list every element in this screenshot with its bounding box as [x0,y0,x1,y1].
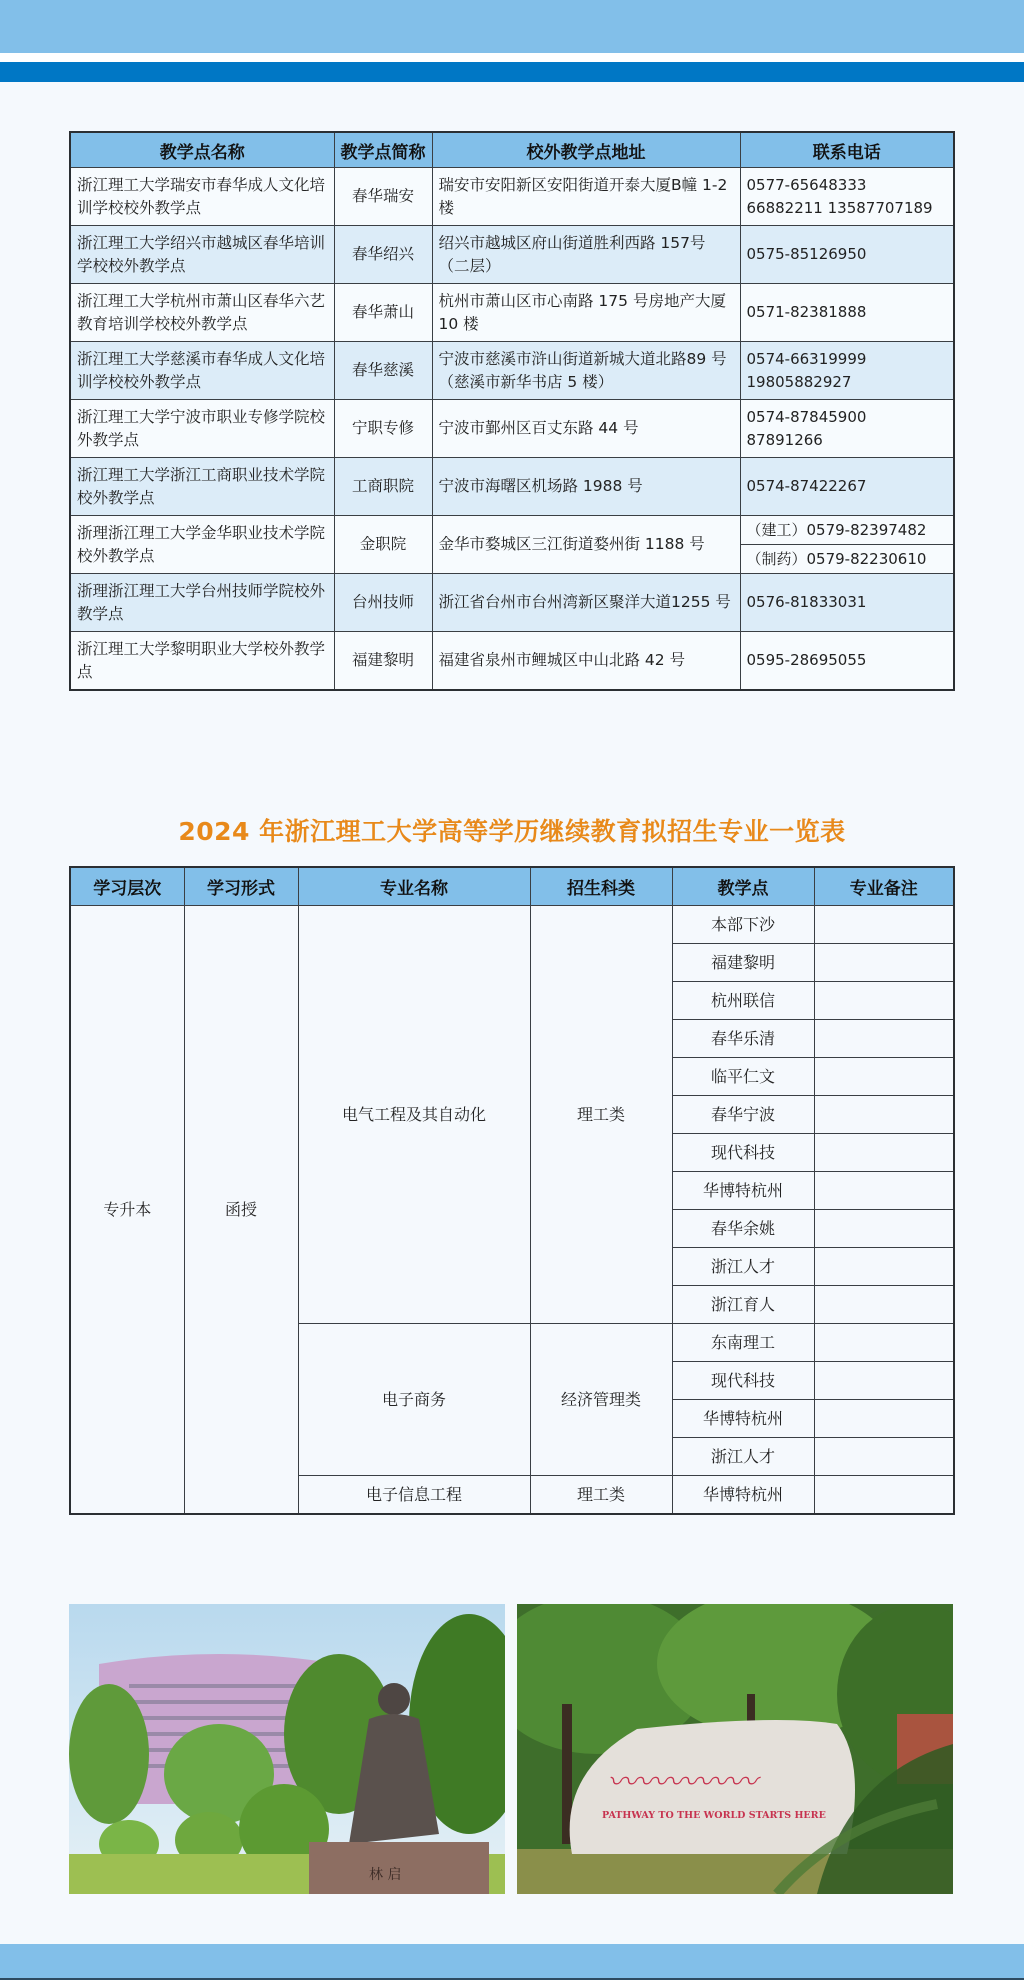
site-address: 金华市婺城区三江街道婺州街 1188 号 [432,516,740,574]
phone-line: 0574-87845900 [746,407,867,426]
table-row [70,906,954,944]
site-address: 宁波市海曙区机场路 1988 号 [432,458,740,516]
phone-line: 0575-85126950 [746,245,867,263]
header-site-address: 校外教学点地址 [432,132,740,168]
notes-cell [814,1476,954,1515]
site-abbr: 宁职专修 [334,400,432,458]
header-site-phone: 联系电话 [740,132,954,168]
header-band-light [0,0,1024,53]
footer-band [0,1944,1024,1980]
table-row [70,574,954,632]
campus-photo-statue [69,1604,505,1894]
site-abbr: 春华绍兴 [334,226,432,284]
table-header-row [70,132,954,168]
campus-cell: 春华宁波 [672,1096,814,1134]
major-name: 电气工程及其自动化 [298,906,530,1324]
notes-cell [814,1438,954,1476]
campus-cell: 福建黎明 [672,944,814,982]
site-abbr: 工商职院 [334,458,432,516]
header-band-stripe [0,53,1024,62]
notes-cell [814,982,954,1020]
table-row [70,458,954,516]
campus-cell: 浙江人才 [672,1438,814,1476]
table-row [70,342,954,400]
site-address: 杭州市萧山区市心南路 175 号房地产大厦 10 楼 [432,284,740,342]
campus-cell: 春华余姚 [672,1210,814,1248]
site-phone: （建工）0579-82397482 [740,516,954,545]
phone-line: 87891266 [746,430,823,449]
site-phone [740,574,954,632]
campus-photo-stone [517,1604,953,1894]
phone-line: 66882211 13587707189 [746,198,933,217]
site-name: 浙江理工大学黎明职业大学校外教学点 [70,632,334,691]
site-phone [740,284,954,342]
phone-line: 0571-82381888 [746,303,867,321]
notes-cell [814,1172,954,1210]
site-abbr: 台州技师 [334,574,432,632]
site-phone [740,168,954,226]
campus-cell: 华博特杭州 [672,1172,814,1210]
site-abbr: 福建黎明 [334,632,432,691]
site-name: 浙江理工大学杭州市萧山区春华六艺教育培训学校校外教学点 [70,284,334,342]
header-major: 专业名称 [298,867,530,906]
notes-cell [814,1134,954,1172]
table-row [70,226,954,284]
campus-cell: 东南理工 [672,1324,814,1362]
campus-cell: 华博特杭州 [672,1476,814,1515]
stone-english-text: PATHWAY TO THE WORLD STARTS HERE [602,1810,826,1821]
majors-table [69,866,955,1515]
notes-cell [814,1400,954,1438]
table-header-row [70,867,954,906]
site-address: 福建省泉州市鲤城区中山北路 42 号 [432,632,740,691]
campus-cell: 现代科技 [672,1134,814,1172]
table-row [70,632,954,691]
header-site-abbr: 教学点简称 [334,132,432,168]
site-abbr: 春华瑞安 [334,168,432,226]
site-abbr: 金职院 [334,516,432,574]
campus-cell: 华博特杭州 [672,1400,814,1438]
header-campus: 教学点 [672,867,814,906]
site-name: 浙江理工大学慈溪市春华成人文化培训学校校外教学点 [70,342,334,400]
site-abbr: 春华慈溪 [334,342,432,400]
major-category: 理工类 [530,906,672,1324]
notes-cell [814,1362,954,1400]
site-name: 浙理浙江理工大学台州技师学院校外教学点 [70,574,334,632]
notes-cell [814,1096,954,1134]
notes-cell [814,1020,954,1058]
phone-line: 0595-28695055 [746,651,867,669]
site-address: 绍兴市越城区府山街道胜利西路 157号（二层） [432,226,740,284]
phone-line: 19805882927 [746,372,852,391]
notes-cell [814,906,954,944]
campus-cell: 本部下沙 [672,906,814,944]
table-row [70,168,954,226]
site-address: 宁波市慈溪市浒山街道新城大道北路89 号（慈溪市新华书店 5 楼） [432,342,740,400]
site-phone [740,342,954,400]
site-name: 浙江理工大学绍兴市越城区春华培训学校校外教学点 [70,226,334,284]
site-name: 浙理浙江理工大学金华职业技术学院校外教学点 [70,516,334,574]
header-level: 学习层次 [70,867,184,906]
major-category: 经济管理类 [530,1324,672,1476]
notes-cell [814,1210,954,1248]
site-phone [740,226,954,284]
major-category: 理工类 [530,1476,672,1515]
phone-line: 0577-65648333 [746,175,867,194]
phone-line: 0574-87422267 [746,477,867,495]
site-phone [740,400,954,458]
campus-cell: 杭州联信 [672,982,814,1020]
table-row [70,400,954,458]
site-phone [740,632,954,691]
phone-line: 0576-81833031 [746,593,867,611]
site-address: 瑞安市安阳新区安阳街道开泰大厦B幢 1-2 楼 [432,168,740,226]
campus-cell: 浙江育人 [672,1286,814,1324]
notes-cell [814,1286,954,1324]
site-name: 浙江理工大学浙江工商职业技术学院校外教学点 [70,458,334,516]
header-form: 学习形式 [184,867,298,906]
notes-cell [814,944,954,982]
site-address: 浙江省台州市台州湾新区聚洋大道1255 号 [432,574,740,632]
notes-cell [814,1058,954,1096]
campus-cell: 春华乐清 [672,1020,814,1058]
study-level: 专升本 [70,906,184,1515]
table-row [70,284,954,342]
study-form: 函授 [184,906,298,1515]
site-address: 宁波市鄞州区百丈东路 44 号 [432,400,740,458]
plaque-text: 林 启 [369,1867,402,1883]
header-notes: 专业备注 [814,867,954,906]
site-phone: （制药）0579-82230610 [740,545,954,574]
header-category: 招生科类 [530,867,672,906]
campus-cell: 浙江人才 [672,1248,814,1286]
major-name: 电子信息工程 [298,1476,530,1515]
campus-cell: 临平仁文 [672,1058,814,1096]
major-name: 电子商务 [298,1324,530,1476]
site-name: 浙江理工大学宁波市职业专修学院校外教学点 [70,400,334,458]
stone-calligraphy: 〰〰〰〰〰 [607,1765,757,1800]
campus-cell: 现代科技 [672,1362,814,1400]
site-phone [740,458,954,516]
teaching-sites-table [69,131,955,691]
site-name: 浙江理工大学瑞安市春华成人文化培训学校校外教学点 [70,168,334,226]
majors-section-title: 2024 年浙江理工大学高等学历继续教育拟招生专业一览表 [178,817,846,846]
notes-cell [814,1324,954,1362]
site-abbr: 春华萧山 [334,284,432,342]
phone-line: 0574-66319999 [746,349,867,368]
notes-cell [814,1248,954,1286]
header-site-name: 教学点名称 [70,132,334,168]
table-row [70,516,954,545]
header-band-dark [0,62,1024,82]
